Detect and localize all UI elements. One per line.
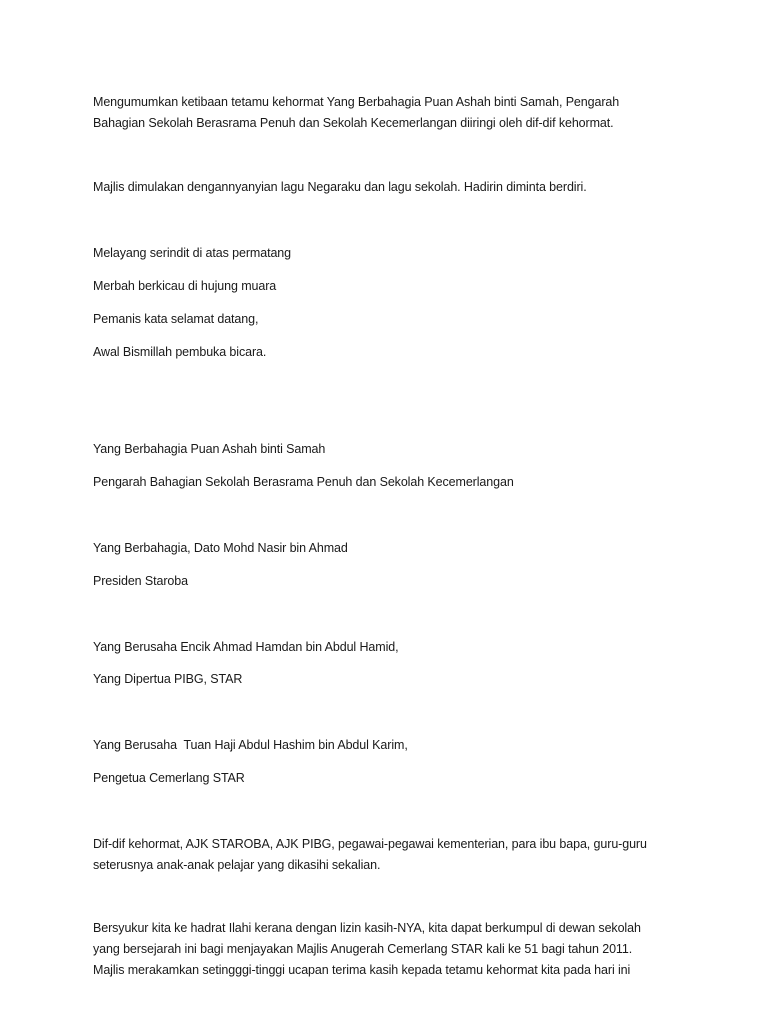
guest-title-1 (93, 472, 683, 493)
paragraph-line: Pemanis kata selamat datang, (93, 312, 259, 326)
paragraph-line: Yang Berbahagia, Dato Mohd Nasir bin Ahmad (93, 541, 348, 555)
paragraph-line: Pengarah Bahagian Sekolah Berasrama Penuh dan Sekolah Kecemerlangan (93, 475, 514, 489)
guest-title-4 (93, 768, 683, 789)
pantun-line-1 (93, 243, 683, 264)
paragraph-line: Majlis merakamkan setingggi-tinggi ucapan terima kasih kepada tetamu kehormat kita pada hari ini (93, 963, 631, 977)
paragraph-greetings (93, 834, 683, 876)
paragraph-line: Yang Berusaha Tuan Haji Abdul Hashim bin Abdul Karim, (93, 738, 408, 752)
guest-name-3 (93, 637, 683, 658)
guest-name-4 (93, 735, 683, 756)
paragraph-line: seterusnya anak-anak pelajar yang dikasihi sekalian. (93, 858, 381, 872)
pantun-line-4 (93, 342, 683, 363)
guest-name-2 (93, 538, 683, 559)
paragraph-gratitude (93, 918, 683, 981)
paragraph-line: Yang Dipertua PIBG, STAR (93, 672, 243, 686)
paragraph-line: Melayang serindit di atas permatang (93, 246, 292, 260)
paragraph-opening (93, 177, 683, 198)
paragraph-line: Dif-dif kehormat, AJK STAROBA, AJK PIBG, pegawai-pegawai kementerian, para ibu bapa, guru-guru (93, 837, 647, 851)
paragraph-line: Bersyukur kita ke hadrat Ilahi kerana dengan lizin kasih-NYA, kita dapat berkumpul di dewan sekolah (93, 921, 641, 935)
paragraph-line: Pengetua Cemerlang STAR (93, 771, 245, 785)
paragraph-line: Presiden Staroba (93, 574, 188, 588)
pantun-line-3 (93, 309, 683, 330)
guest-title-3 (93, 669, 683, 690)
paragraph-line: Yang Berbahagia Puan Ashah binti Samah (93, 442, 326, 456)
paragraph-line: Yang Berusaha Encik Ahmad Hamdan bin Abdul Hamid, (93, 640, 399, 654)
paragraph-line: Majlis dimulakan dengannyanyian lagu Negaraku dan lagu sekolah. Hadirin diminta berdiri. (93, 180, 587, 194)
paragraph-line: Bahagian Sekolah Berasrama Penuh dan Sekolah Kecemerlangan diiringi oleh dif-dif kehormat. (93, 116, 614, 130)
guest-name-1 (93, 439, 683, 460)
pantun-line-2 (93, 276, 683, 297)
paragraph-announcement (93, 92, 683, 134)
paragraph-line: Awal Bismillah pembuka bicara. (93, 345, 267, 359)
guest-title-2 (93, 571, 683, 592)
paragraph-line: Merbah berkicau di hujung muara (93, 279, 277, 293)
paragraph-line: yang bersejarah ini bagi menjayakan Majlis Anugerah Cemerlang STAR kali ke 51 bagi tahun 2011. (93, 942, 633, 956)
paragraph-line: Mengumumkan ketibaan tetamu kehormat Yang Berbahagia Puan Ashah binti Samah, Pengarah (93, 95, 620, 109)
